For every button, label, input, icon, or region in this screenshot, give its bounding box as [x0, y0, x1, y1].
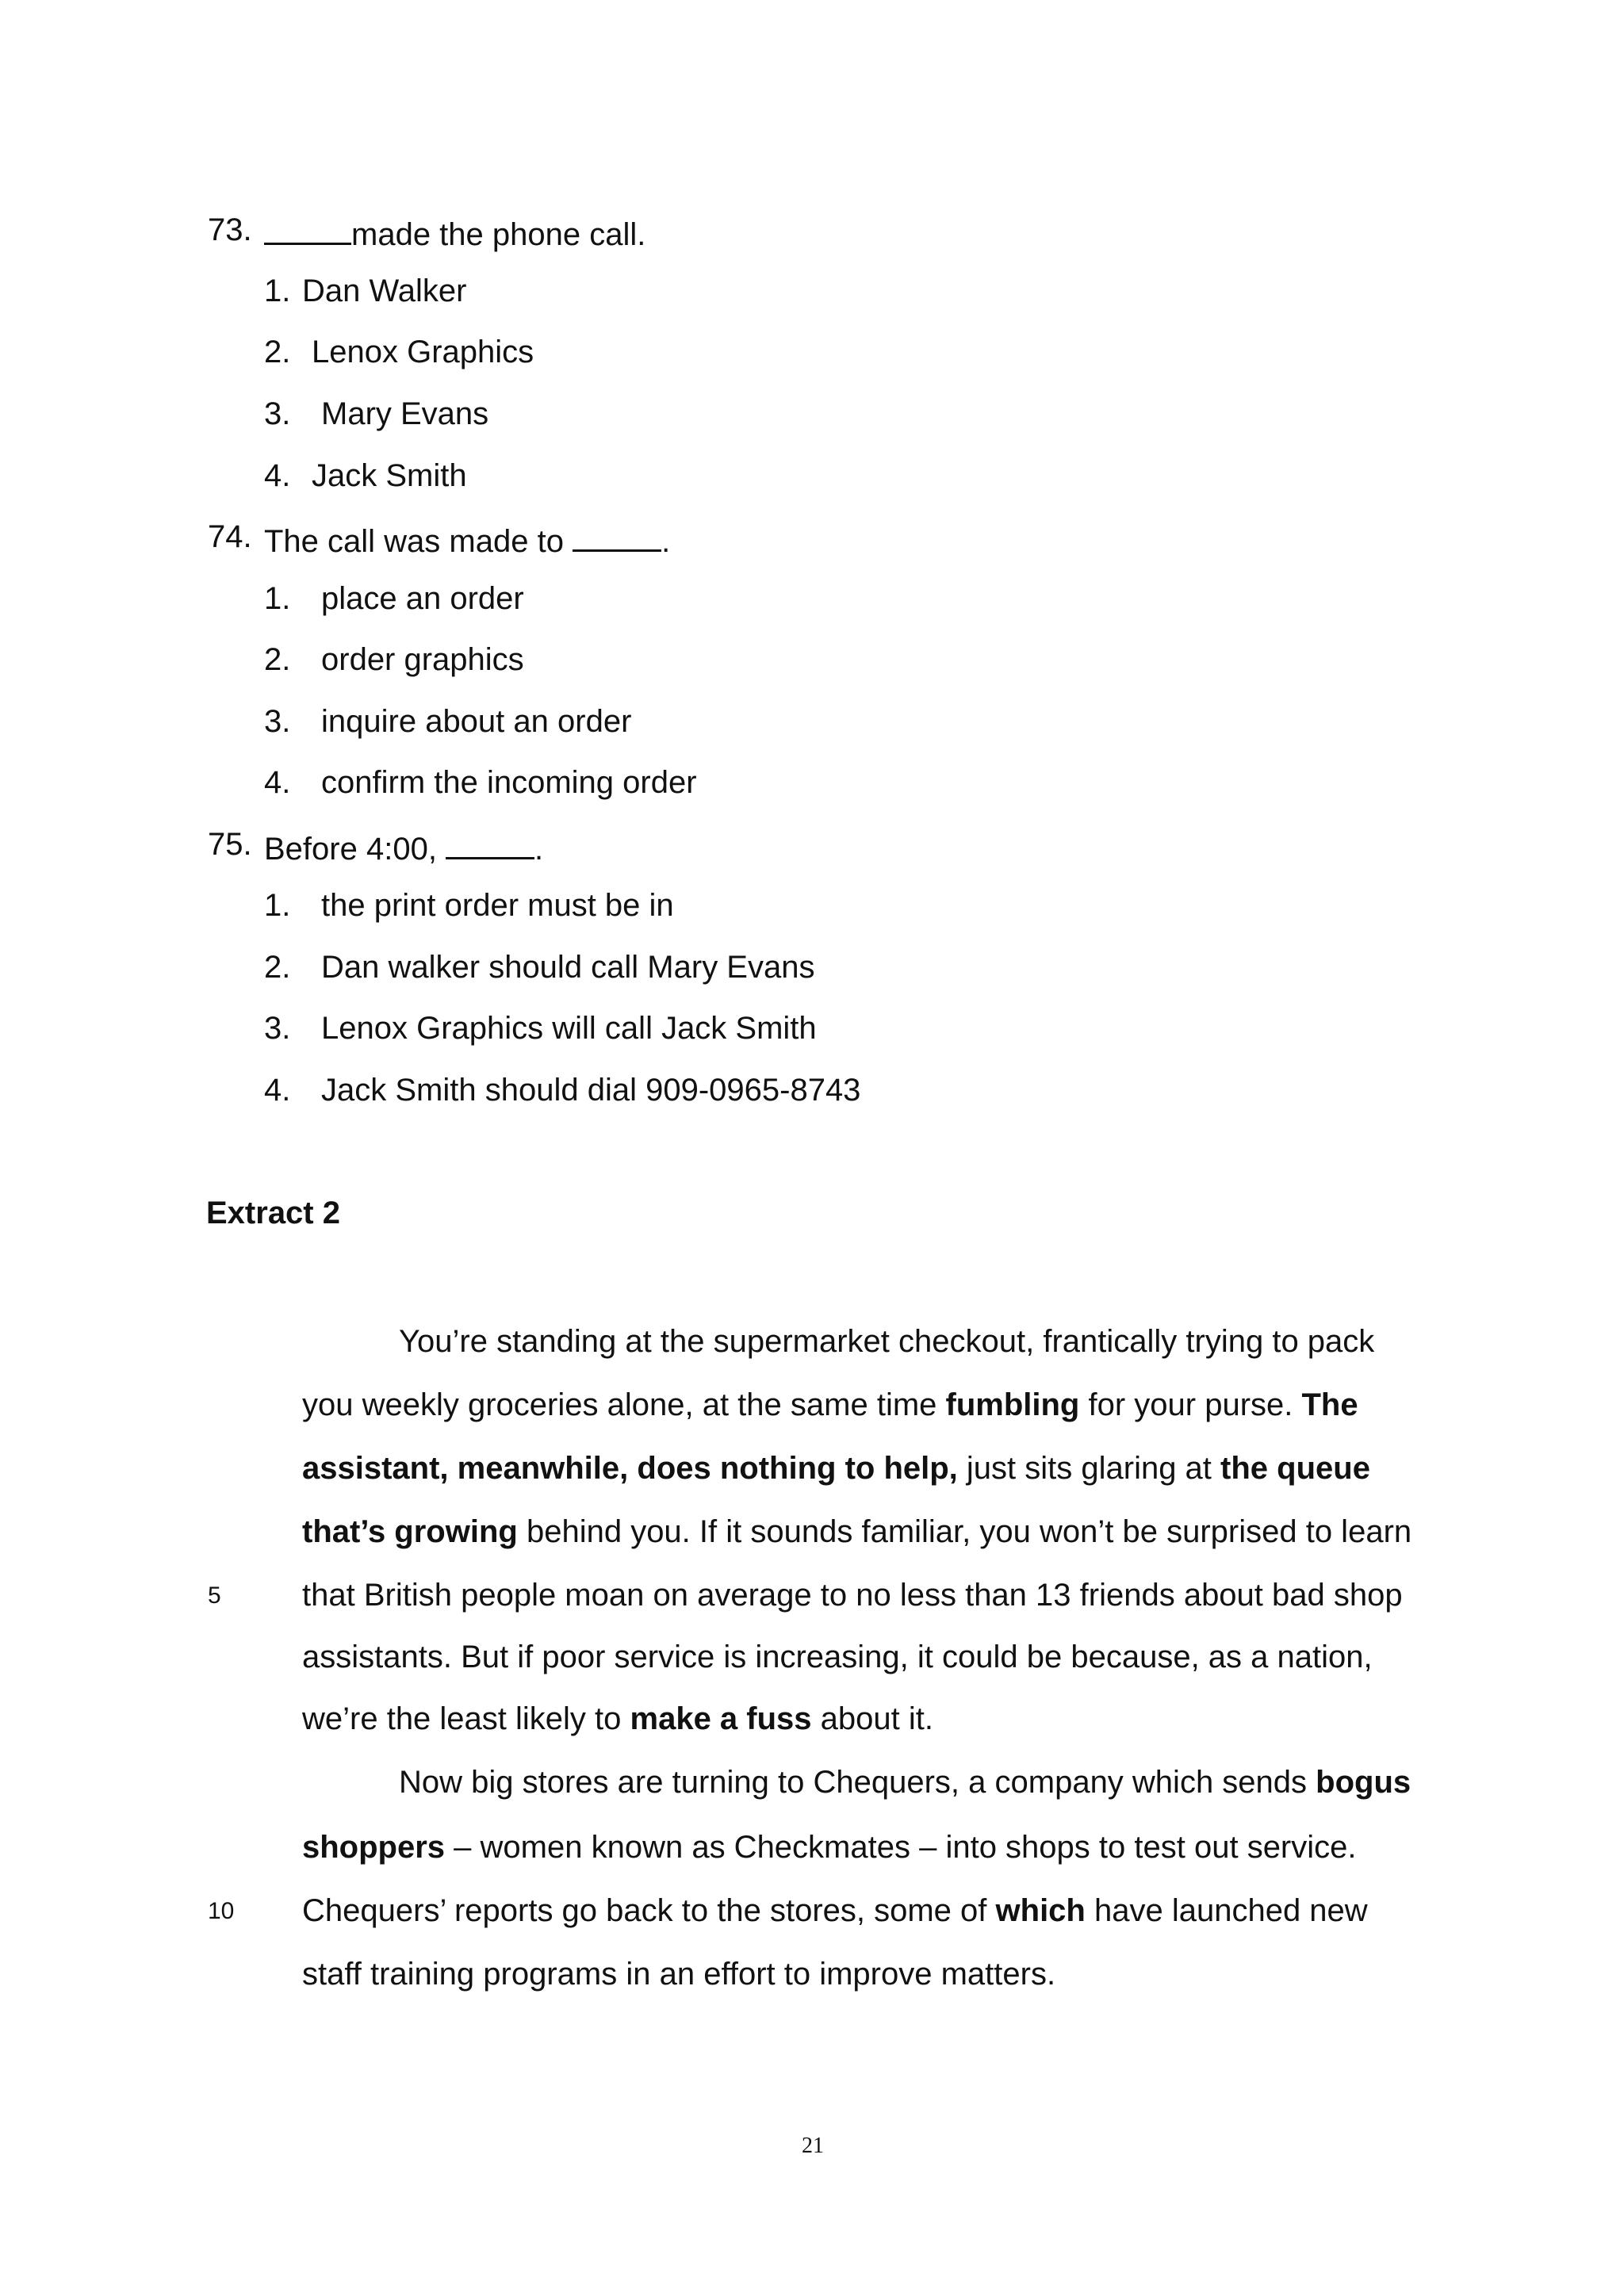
option-number: 2.: [264, 642, 291, 677]
question-number: 75.: [208, 827, 252, 862]
question-stem-end: .: [534, 832, 544, 867]
passage-text: behind you. If it sounds familiar, you won’t be surprised to learn: [517, 1514, 1412, 1549]
answer-blank: [264, 214, 351, 245]
passage-line: [302, 1958, 1055, 1990]
answer-blank: [573, 521, 661, 552]
question-stem: [264, 214, 645, 251]
question-number: 73.: [208, 212, 252, 247]
passage-text: that British people moan on average to no less than 13 friends about bad shop: [302, 1578, 1403, 1613]
passage-text: just sits glaring at: [957, 1451, 1221, 1486]
question-stem: [264, 521, 670, 557]
option-text: Lenox Graphics will call Jack Smith: [321, 1011, 817, 1046]
passage-line: [399, 1766, 1411, 1798]
passage-text: You’re standing at the supermarket checkout, frantically trying to pack: [399, 1324, 1375, 1359]
line-number: 10: [208, 1898, 235, 1924]
question-stem-text: made the phone call.: [351, 217, 646, 252]
option-number: 3.: [264, 704, 291, 739]
option-text: place an order: [321, 581, 524, 616]
extract-heading: Extract 2: [206, 1196, 340, 1230]
passage-line: [302, 1579, 1403, 1611]
passage-line: [302, 1895, 1368, 1927]
passage-text: Chequers’ reports go back to the stores, some of: [302, 1893, 996, 1928]
passage-bold-text: that’s growing: [302, 1514, 518, 1549]
passage-bold-text: bogus: [1316, 1765, 1411, 1800]
passage-line: [302, 1831, 1357, 1863]
passage-bold-text: shoppers: [302, 1830, 446, 1865]
question-stem: [264, 828, 543, 865]
passage-bold-text: fumbling: [945, 1387, 1080, 1422]
passage-text: assistants. But if poor service is increasing, it could be because, as a nation,: [302, 1640, 1373, 1674]
option-number: 4.: [264, 765, 291, 800]
option-text: Dan walker should call Mary Evans: [321, 950, 815, 985]
option-number: 3.: [264, 1011, 291, 1046]
option-text: inquire about an order: [321, 704, 632, 739]
option-number: 1.: [264, 274, 291, 308]
passage-bold-text: make a fuss: [630, 1701, 812, 1736]
passage-text: have launched new: [1085, 1893, 1368, 1928]
option-text: Lenox Graphics: [312, 335, 534, 369]
option-text: Dan Walker: [302, 274, 467, 308]
question-stem-end: .: [661, 524, 671, 559]
passage-bold-text: assistant, meanwhile, does nothing to help,: [302, 1451, 958, 1486]
question-stem-text: The call was made to: [264, 524, 573, 559]
passage-bold-text: which: [995, 1893, 1086, 1928]
passage-line: [399, 1326, 1374, 1357]
option-number: 3.: [264, 396, 291, 431]
passage-text: staff training programs in an effort to improve matters.: [302, 1957, 1056, 1992]
passage-line: [302, 1703, 933, 1735]
passage-line: [302, 1641, 1373, 1673]
option-number: 2.: [264, 335, 291, 369]
passage-text: for your purse.: [1079, 1387, 1302, 1422]
option-text: Jack Smith: [312, 458, 467, 493]
page-number: 21: [802, 2133, 824, 2158]
passage-line: [302, 1516, 1411, 1548]
option-text: Mary Evans: [321, 396, 489, 431]
option-number: 1.: [264, 581, 291, 616]
option-text: the print order must be in: [321, 888, 674, 923]
passage-line: [302, 1389, 1358, 1421]
passage-text: Now big stores are turning to Chequers, a company which sends: [399, 1765, 1316, 1800]
passage-text: you weekly groceries alone, at the same time: [302, 1387, 946, 1422]
passage-text: – women known as Checkmates – into shops to test out service.: [445, 1830, 1357, 1865]
option-number: 1.: [264, 888, 291, 923]
line-number: 5: [208, 1582, 221, 1609]
passage-text: we’re the least likely to: [302, 1701, 630, 1736]
passage-text: about it.: [811, 1701, 933, 1736]
passage-bold-text: the queue: [1220, 1451, 1370, 1486]
passage-bold-text: The: [1301, 1387, 1358, 1422]
option-number: 4.: [264, 458, 291, 493]
option-text: confirm the incoming order: [321, 765, 697, 800]
option-text: Jack Smith should dial 909-0965-8743: [321, 1073, 861, 1108]
answer-blank: [446, 828, 534, 859]
passage-line: [302, 1452, 1370, 1484]
option-number: 2.: [264, 950, 291, 985]
question-number: 74.: [208, 519, 252, 554]
question-stem-text: Before 4:00,: [264, 832, 446, 867]
option-text: order graphics: [321, 642, 524, 677]
option-number: 4.: [264, 1073, 291, 1108]
